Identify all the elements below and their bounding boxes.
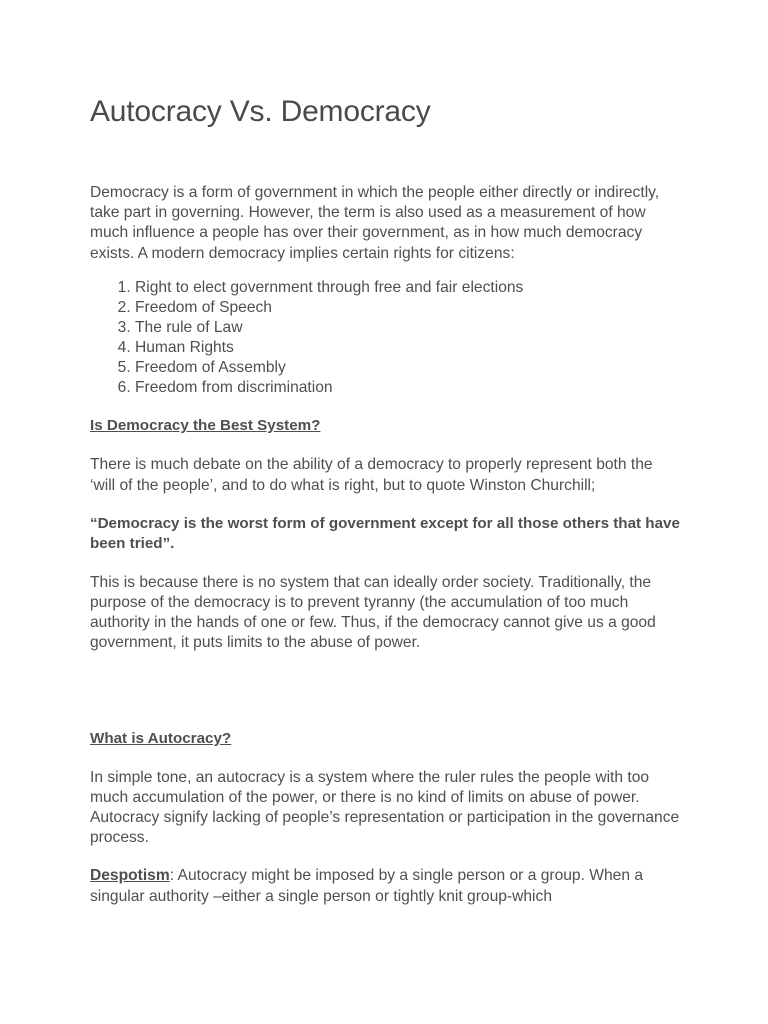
document-body [90,93,680,907]
list-item: 2. Freedom of Speech [135,298,680,318]
list-item: 5. Freedom of Assembly [135,358,680,378]
section-heading-autocracy: What is Autocracy? [90,729,232,747]
section-heading-democracy: Is Democracy the Best System? [90,417,321,435]
despotism-text: : Autocracy might be imposed by a single person or a group. When a singular authority –either a single person or tightly knit group-which [90,867,644,905]
debate-paragraph: There is much debate on the ability of a democracy to properly represent both the ‘will of the people’, and to do what is right, but to quote Winston Churchill; [90,456,653,494]
intro-paragraph: Democracy is a form of government in which the people either directly or indirectly, take part in governing. However, the term is also used as a measurement of how much influence a people has over their government, as in how much democracy exists. A modern democracy implies certain rights for citizens: [90,184,660,262]
churchill-quote: “Democracy is the worst form of government except for all those others that have been tried”. [90,514,680,552]
autocracy-definition-paragraph: In simple tone, an autocracy is a system where the ruler rules the people with too much accumulation of the power, or there is no kind of limits on abuse of power. Autocracy signify lacking of people’s representation or participation in the governance process. [90,768,680,847]
despotism-term: Despotism [90,867,170,885]
despotism-paragraph [90,866,680,906]
tyranny-paragraph: This is because there is no system that can ideally order society. Traditionally, the purpose of the democracy is to prevent tyranny (the accumulation of too much authority in the hands of one or few. Thus, if the democracy cannot give us a good government, it puts limits to the abuse of power. [90,573,656,652]
list-item: 1. Right to elect government through free and fair elections [135,278,680,298]
rights-list [90,278,680,399]
document-title: Autocracy Vs. Democracy [90,95,431,128]
list-item: 6. Freedom from discrimination [135,378,680,398]
list-item: 4. Human Rights [135,338,680,358]
list-item: 3. The rule of Law [135,318,680,338]
